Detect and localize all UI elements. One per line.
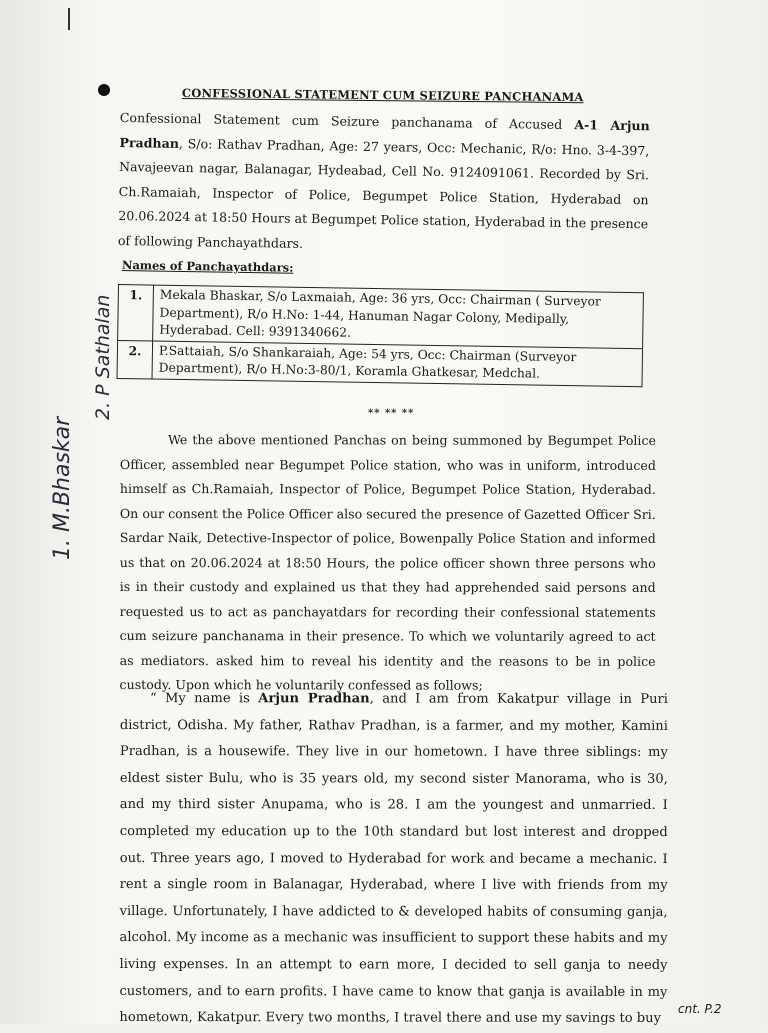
punch-hole-mark <box>98 84 110 96</box>
table-row <box>117 340 643 386</box>
separator: ** ** ** <box>368 408 415 419</box>
edge-mark <box>68 8 70 30</box>
row-number: 1. <box>118 285 154 341</box>
intro-paragraph: Confessional Statement cum Seizure panchanama of Accused A-1 Arjun Pradhan, S/o: Rathav Pradhan, Age: 27 years, Occ: Mechanic, R/o: Hno. 3-4-397, Navajeevan nagar, Balanagar, Hydeabad, Cell No. 9124091061. Recorded by Sri. Ch.Ramaiah, Inspector of Police, Begumpet Police Station, Hyderabad on 20.06.2024 at 18:50 Hours at Begumpet Police station, Hyderabad in the presence of following Panchayathdars. <box>117 109 650 251</box>
panchayathdars-heading: Names of Panchayathdars: <box>121 258 294 275</box>
signature-panch-1: 1. M.Bhaskar <box>50 416 75 560</box>
confessor-name: Arjun Pradhan <box>258 691 370 707</box>
panchayathdars-table <box>117 284 644 387</box>
document-title: CONFESSIONAL STATEMENT CUM SEIZURE PANCHANAMA <box>181 86 584 105</box>
row-text: Mekala Bhaskar, S/o Laxmaiah, Age: 36 yrs, Occ: Chairman ( Surveyor Department), R/o H.No: 1-44, Hanuman Nagar Colony, Medipally, Hyderabad. Cell: 9391340662. <box>153 285 644 348</box>
continued-note: cnt. P.2 <box>678 1002 722 1016</box>
body-paragraph-2: “ My name is Arjun Pradhan, and I am from Kakatpur village in Puri district, Odisha. My father, Rathav Pradhan, is a farmer, and my mother, Kamini Pradhan, is a housewife. They live in our hometown. I have three siblings: my eldest sister Bulu, who is 35 years old, my second sister Manorama, who is 30, and my third sister Anupama, who is 28. I am the youngest and unmarried. I completed my education up to the 10th standard but lost interest and dropped out. Three years ago, I moved to Hyderabad for work and became a mechanic. I rent a single room in Balanagar, Hyderabad, where I live with friends from my village. Unfortunately, I have addicted to & developed habits of consuming ganja, alcohol. My income as a mechanic was insufficient to support these habits and my living expenses. In an attempt to earn more, I decided to sell ganja to needy customers, and to earn profits. I have came to know that ganja is available in my hometown, Kakatpur. Every two months, I travel there and use my savings to buy <box>119 691 668 1027</box>
row-number: 2. <box>117 340 153 379</box>
body-paragraph-1: We the above mentioned Panchas on being summoned by Begumpet Police Officer, assembled near Begumpet Police station, who was in uniform, introduced himself as Ch.Ramaiah, Inspector of Police, Begumpet Police Station, Hyderabad. On our consent the Police Officer also secured the presence of Gazetted Officer Sri. Sardar Naik, Detective-Inspector of police, Bowenpally Police Station and informed us that on 20.06.2024 at 18:50 Hours, the police officer shown three persons who is in their custody and explained us that they had apprehended said persons and requested us to act as panchayatdars for recording their confessional statements cum seizure panchanama in their presence. To which we voluntarily agreed to act as mediators. asked him to reveal his identity and the reasons to be in police custody. Upon which he voluntarily confessed as follows; <box>119 432 656 693</box>
signature-panch-2: 2. P Sathalan <box>92 294 114 420</box>
row-text: P.Sattaiah, S/o Shankaraiah, Age: 54 yrs, Occ: Chairman (Surveyor Department), R/o H.No:3-80/1, Koramla Ghatkesar, Medchal. <box>152 341 643 387</box>
table-row <box>118 285 644 349</box>
accused-name: A-1 Arjun Pradhan <box>119 117 650 151</box>
